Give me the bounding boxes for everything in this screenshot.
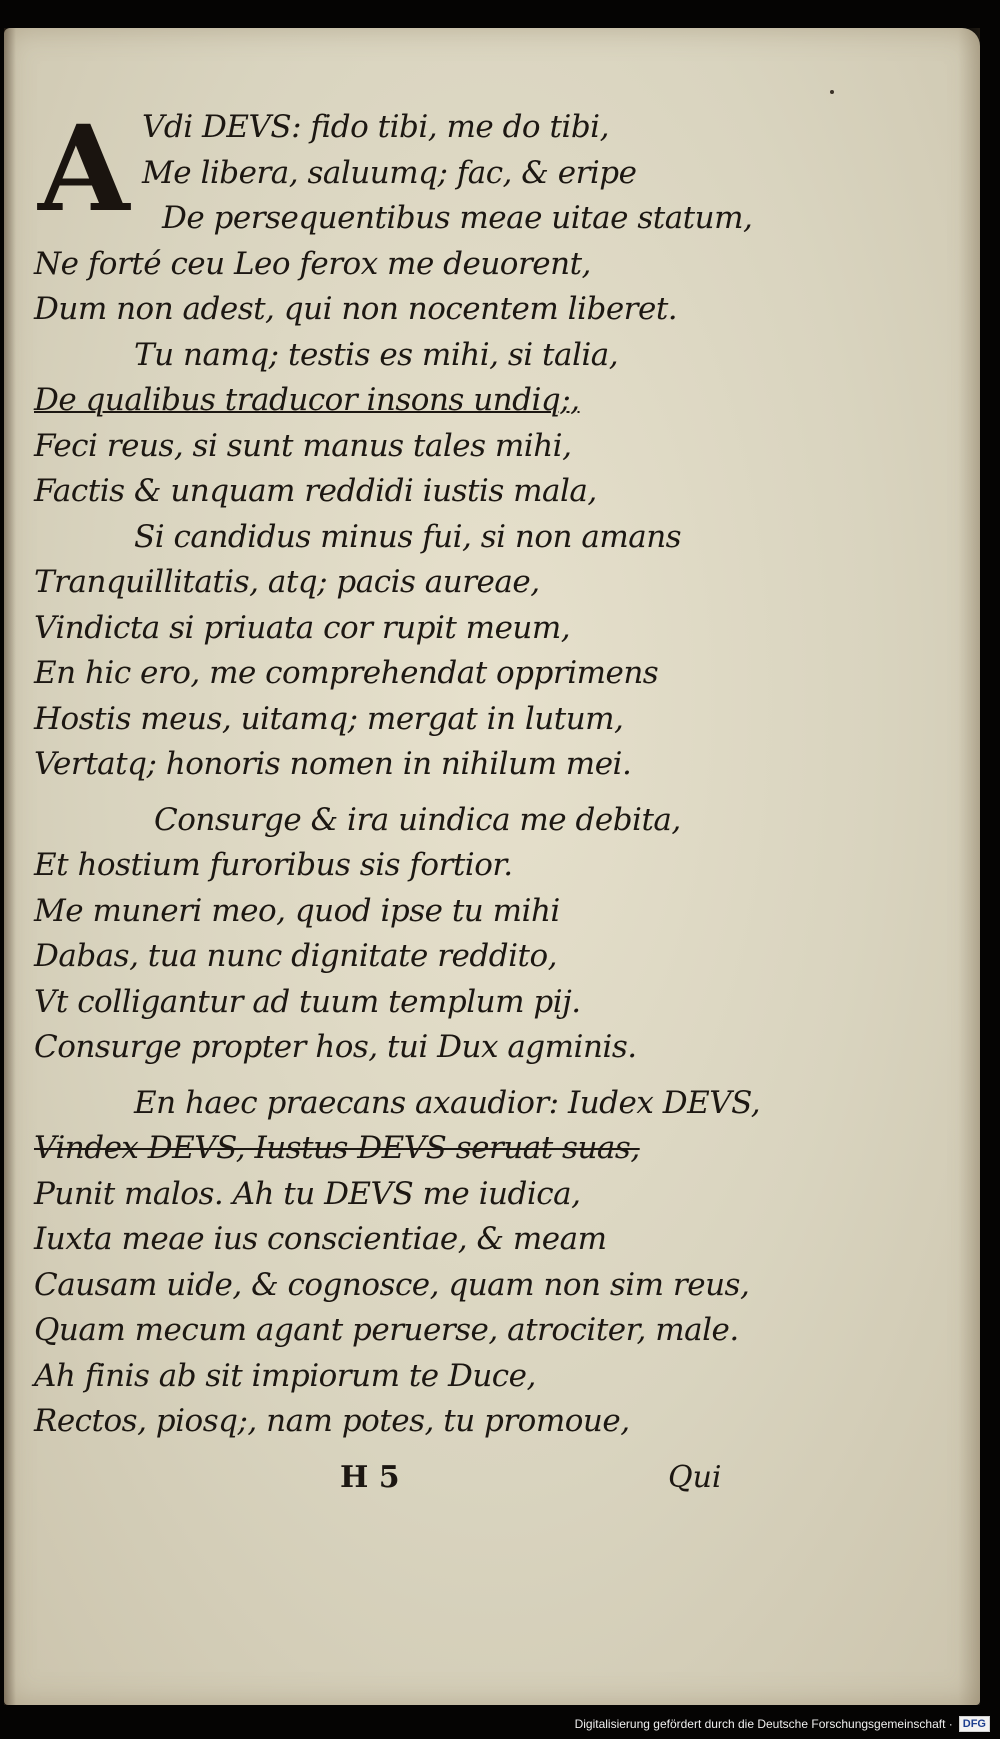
verse-line: Factis & unquam reddidi iustis mala, <box>34 473 597 509</box>
verse-line: Tu namq; testis es mihi, si talia, <box>134 336 619 373</box>
struck-text: Vindex DEVS, Iustus DEVS seruat suas, <box>34 1130 640 1166</box>
verse-line: Me libera, saluumq; fac, & eripe <box>142 154 637 191</box>
verse-line: Punit malos. Ah tu DEVS me iudica, <box>34 1175 581 1212</box>
verse-line: Rectos, piosq;, nam potes, tu promoue, <box>34 1403 630 1439</box>
verse-line: De persequentibus meae uitae statum, <box>162 200 753 236</box>
verse-line: Feci reus, si sunt manus tales mihi, <box>34 427 572 464</box>
verse-line-underlined <box>34 378 734 424</box>
verse-line: Vdi DEVS: fido tibi, me do tibi, <box>142 109 609 145</box>
verse-line: Causam uide, & cognosce, quam non sim reus, <box>34 1266 750 1303</box>
dfg-logo: DFG <box>959 1716 990 1732</box>
drop-cap: A <box>38 99 130 238</box>
verse-line: Quam mecum agant peruerse, atrociter, male. <box>34 1312 739 1348</box>
verse-line: Et hostium furoribus sis fortior. <box>34 847 513 883</box>
verse-line: Consurge & ira uindica me debita, <box>154 801 681 838</box>
verse-line: Ne forté ceu Leo ferox me deuorent, <box>34 245 591 282</box>
spine-shadow <box>4 28 16 1705</box>
signature-mark: H 5 <box>340 1460 400 1495</box>
verse-line: Me muneri meo, quod ipse tu mihi <box>34 892 560 929</box>
catchword: Qui <box>668 1460 722 1495</box>
verse-line: Tranquillitatis, atq; pacis aureae, <box>34 564 540 600</box>
digitization-credit <box>575 1713 990 1735</box>
verse-line: Consurge propter hos, tui Dux agminis. <box>34 1029 637 1065</box>
credit-text: Digitalisierung gefördert durch die Deutsche Forschungsgemeinschaft · <box>574 1717 953 1731</box>
stanza-gap <box>34 1071 734 1081</box>
underlined-text: De qualibus traducor insons undiq;, <box>34 382 580 418</box>
verse-line: En hic ero, me comprehendat opprimens <box>34 655 659 691</box>
page-edge <box>958 28 980 1705</box>
stanza-gap <box>34 788 734 798</box>
verse-line-struck <box>34 1126 734 1172</box>
verse-line: En haec praecans axaudior: Iudex DEVS, <box>134 1084 761 1121</box>
verse-line: Hostis meus, uitamq; mergat in lutum, <box>34 700 624 737</box>
verse-line: Si candidus minus fui, si non amans <box>134 518 682 555</box>
verse-line: Ah finis ab sit impiorum te Duce, <box>34 1357 536 1394</box>
ink-spot <box>830 90 834 94</box>
verse-line: Vt colligantur ad tuum templum pij. <box>34 983 581 1020</box>
verse-line: Dabas, tua nunc dignitate reddito, <box>34 938 557 974</box>
verse-line: Vertatq; honoris nomen in nihilum mei. <box>34 746 632 782</box>
poem-text <box>34 99 761 1445</box>
verse-line: Iuxta meae ius conscientiae, & meam <box>34 1221 607 1257</box>
verse-line: Dum non adest, qui non nocentem liberet. <box>34 291 678 327</box>
verse-line: Vindicta si priuata cor rupit meum, <box>34 609 571 646</box>
